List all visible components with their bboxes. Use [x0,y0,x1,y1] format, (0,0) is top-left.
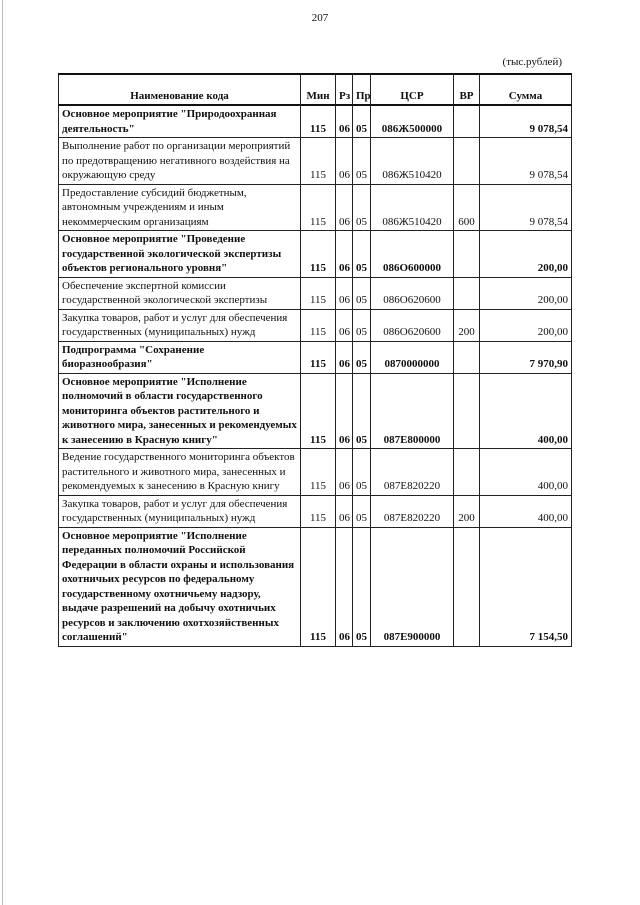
row-sum: 7 154,50 [480,527,572,646]
row-csr: 086Ж510420 [371,138,454,185]
row-min: 115 [301,138,336,185]
row-name: Основное мероприятие "Проведение государственной экологической экспертизы объектов регионального уровня" [59,231,301,278]
table-header [59,74,572,105]
row-sum: 400,00 [480,495,572,527]
row-pr: 05 [353,527,371,646]
row-min: 115 [301,373,336,449]
row-vr: 200 [454,309,480,341]
header-name: Наименование кода [59,74,301,105]
row-name: Закупка товаров, работ и услуг для обеспечения государственных (муниципальных) нужд [59,495,301,527]
row-sum: 9 078,54 [480,138,572,185]
table-row [59,138,572,185]
header-min: Мин [301,74,336,105]
row-vr: 200 [454,495,480,527]
budget-table [58,73,572,647]
units-label: (тыс.рублей) [502,56,562,68]
row-csr: 087Е820220 [371,495,454,527]
row-vr: 600 [454,184,480,231]
header-vr: ВР [454,74,480,105]
table-row [59,527,572,646]
row-vr [454,231,480,278]
row-csr: 087Е820220 [371,449,454,496]
row-rz: 06 [336,373,353,449]
row-vr [454,138,480,185]
row-min: 115 [301,495,336,527]
page-edge [2,0,3,905]
row-rz: 06 [336,341,353,373]
row-min: 115 [301,277,336,309]
row-rz: 06 [336,277,353,309]
header-rz: Рз [336,74,353,105]
row-pr: 05 [353,138,371,185]
row-pr: 05 [353,277,371,309]
row-csr: 086Ж510420 [371,184,454,231]
row-name: Закупка товаров, работ и услуг для обеспечения государственных (муниципальных) нужд [59,309,301,341]
row-rz: 06 [336,495,353,527]
row-csr: 086Ж500000 [371,105,454,138]
row-vr [454,105,480,138]
table-row [59,231,572,278]
row-min: 115 [301,527,336,646]
row-min: 115 [301,231,336,278]
row-pr: 05 [353,495,371,527]
row-pr: 05 [353,373,371,449]
row-sum: 9 078,54 [480,184,572,231]
header-pr: Пр [353,74,371,105]
row-rz: 06 [336,105,353,138]
row-name: Подпрограмма "Сохранение биоразнообразия" [59,341,301,373]
row-min: 115 [301,105,336,138]
row-sum: 400,00 [480,373,572,449]
row-rz: 06 [336,449,353,496]
row-name: Предоставление субсидий бюджетным, автономным учреждениям и иным некоммерческим организациям [59,184,301,231]
table-row [59,184,572,231]
table-row [59,105,572,138]
row-csr: 0870000000 [371,341,454,373]
row-min: 115 [301,309,336,341]
row-csr: 086О620600 [371,309,454,341]
row-name: Основное мероприятие "Исполнение полномочий в области государственного мониторинга объектов растительного и животного мира, занесенных и рекомендуемых к занесению в Красную книгу" [59,373,301,449]
row-pr: 05 [353,184,371,231]
row-min: 115 [301,449,336,496]
row-pr: 05 [353,449,371,496]
row-vr [454,449,480,496]
row-rz: 06 [336,231,353,278]
row-min: 115 [301,184,336,231]
row-csr: 087Е800000 [371,373,454,449]
row-name: Обеспечение экспертной комиссии государственной экологической экспертизы [59,277,301,309]
row-rz: 06 [336,138,353,185]
row-rz: 06 [336,309,353,341]
row-sum: 400,00 [480,449,572,496]
row-sum: 7 970,90 [480,341,572,373]
table-row [59,449,572,496]
row-pr: 05 [353,231,371,278]
row-vr [454,527,480,646]
table-row [59,277,572,309]
row-sum: 200,00 [480,309,572,341]
row-sum: 9 078,54 [480,105,572,138]
row-pr: 05 [353,105,371,138]
row-sum: 200,00 [480,277,572,309]
row-sum: 200,00 [480,231,572,278]
row-name: Ведение государственного мониторинга объектов растительного и животного мира, занесенных и рекомендуемых к занесению в Красную книгу [59,449,301,496]
table-row [59,309,572,341]
row-name: Основное мероприятие "Исполнение переданных полномочий Российской Федерации в области охраны и использования охотничьих ресурсов по федеральному государственному охотничьему надзору, выдаче разрешений на добычу охотничьих ресурсов и заключению охотхозяйственных соглашений" [59,527,301,646]
header-csr: ЦСР [371,74,454,105]
row-rz: 06 [336,184,353,231]
table-row [59,373,572,449]
row-pr: 05 [353,341,371,373]
row-min: 115 [301,341,336,373]
row-name: Основное мероприятие "Природоохранная деятельность" [59,105,301,138]
row-rz: 06 [336,527,353,646]
header-sum: Сумма [480,74,572,105]
table-row [59,341,572,373]
row-csr: 087Е900000 [371,527,454,646]
row-name: Выполнение работ по организации мероприятий по предотвращению негативного воздействия на окружающую среду [59,138,301,185]
row-pr: 05 [353,309,371,341]
row-csr: 086О620600 [371,277,454,309]
page-number: 207 [311,12,329,24]
row-csr: 086О600000 [371,231,454,278]
row-vr [454,341,480,373]
row-vr [454,277,480,309]
table-row [59,495,572,527]
row-vr [454,373,480,449]
